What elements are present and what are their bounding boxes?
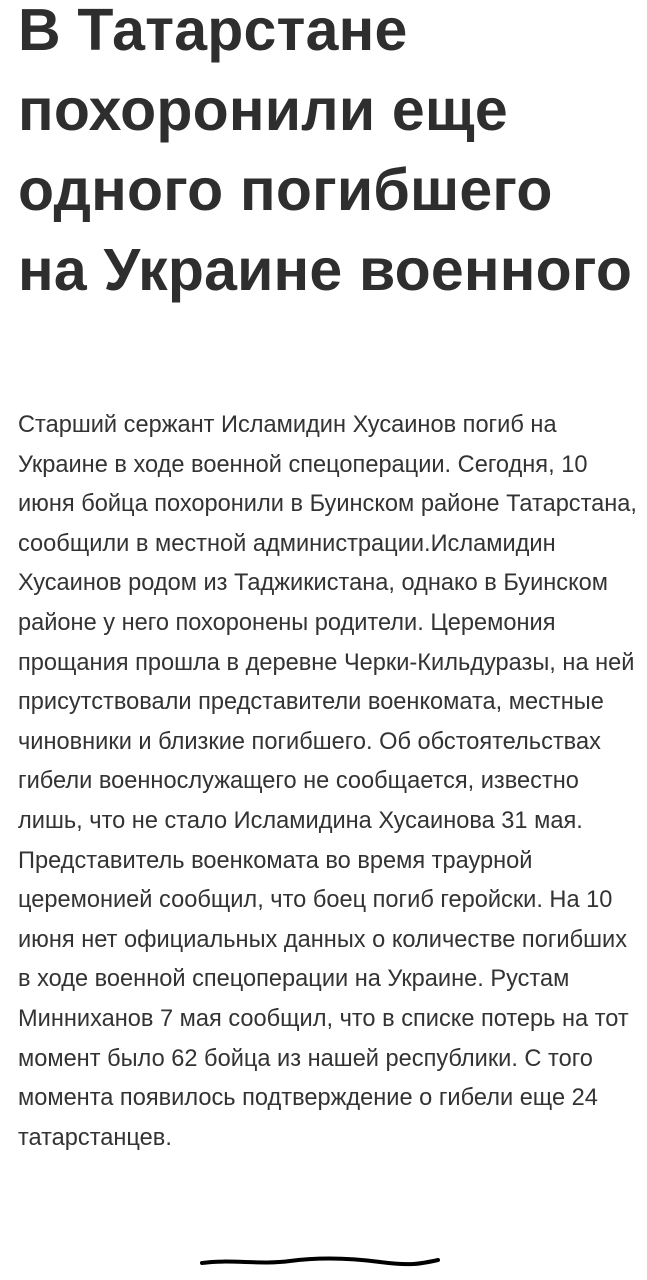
article-headline: В Татарстане похоронили еще одного погибшего на Украине военного	[18, 0, 633, 303]
article-body: Старший сержант Исламидин Хусаинов погиб на Украине в ходе военной спецоперации. Сегодня, 10 июня бойца похоронили в Буинском районе Татарстана, сообщили в местной администрации.Исламидин Хусаинов родом из Таджикистана, однако в Буинском районе у него похоронены родители. Церемония прощания прошла в деревне Черки-Кильдуразы, на ней присутствовали представители военкомата, местные чиновники и близкие погибшего. Об обстоятельствах гибели военнослужащего не сообщается, известно лишь, что не стало Исламидина Хусаинова 31 мая. Представитель военкомата во время траурной церемонией сообщил, что боец погиб геройски. На 10 июня нет официальных данных о количестве погибших в ходе военной спецоперации на Украине. Рустам Минниханов 7 мая сообщил, что в списке потерь на тот момент было 62 бойца из нашей республики. С того момента появилось подтверждение о гибели еще 24 татарстанцев.	[18, 412, 637, 1151]
handwritten-scribble-mark	[200, 1254, 440, 1268]
